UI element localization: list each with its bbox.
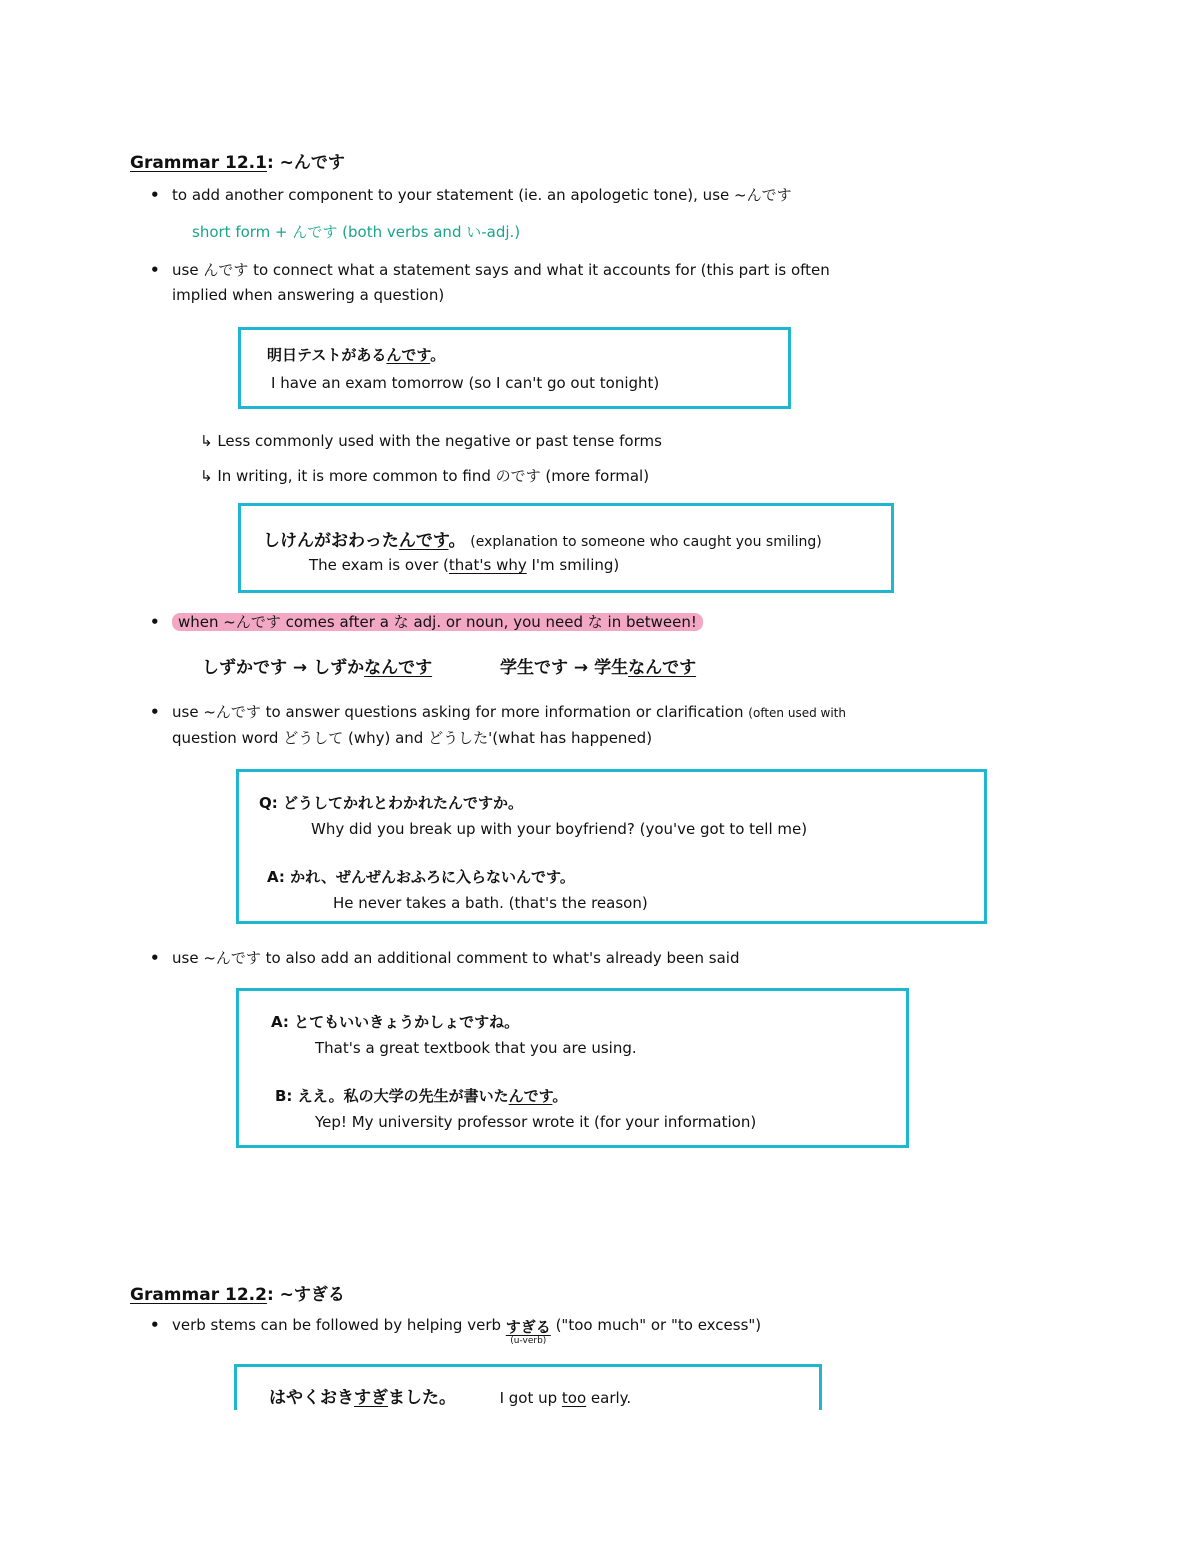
section-heading-12-1 xyxy=(130,148,345,173)
heading-suffix: : ~すぎる xyxy=(266,1285,345,1305)
jp-note: (explanation to someone who caught you smiling) xyxy=(470,534,822,550)
jp-suffix: 。 xyxy=(430,346,446,364)
example-jp xyxy=(267,344,445,365)
heading-label: Grammar 12.1 xyxy=(130,153,267,173)
note-line: ↳ Less commonly used with the negative or past tense forms xyxy=(200,432,662,450)
bullet-item xyxy=(150,701,846,722)
jp-prefix: はやくおき xyxy=(269,1388,354,1408)
bullet-item xyxy=(150,184,792,205)
jp-suffix: 。 xyxy=(448,531,466,551)
example-en: I have an exam tomorrow (so I can't go out tonight) xyxy=(271,374,660,392)
example-prefix: しずかです → しずか xyxy=(202,658,365,678)
bullet-dot-icon: • xyxy=(150,613,160,631)
bullet-continuation: question word どうして (why) and どうした'(what has happened) xyxy=(172,729,653,747)
a-jp: とてもいいきょうかしょですね。 xyxy=(294,1013,520,1031)
example-prefix: 学生です → 学生 xyxy=(500,658,629,678)
bullet-text: use んです to connect what a statement says and what it accounts for (this part is often xyxy=(172,261,830,279)
verb-with-note xyxy=(506,1316,551,1346)
example-na-adj xyxy=(202,653,432,678)
en-prefix: I got up xyxy=(499,1389,562,1407)
example-noun xyxy=(500,653,696,678)
speaker-b-line xyxy=(275,1085,567,1106)
q-label: Q: xyxy=(259,794,278,812)
heading-suffix: : ~んです xyxy=(266,153,345,173)
note-line: ↳ In writing, it is more common to find のです (more formal) xyxy=(200,467,650,485)
en-underlined: that's why xyxy=(448,556,527,574)
bullet-item xyxy=(150,947,739,968)
a-label: A: xyxy=(267,868,285,886)
example-box xyxy=(238,327,791,409)
speaker-a-en: That's a great textbook that you are using. xyxy=(315,1039,637,1057)
example-jp xyxy=(263,526,822,551)
q-jp: どうしてかれとわかれたんですか。 xyxy=(282,794,523,812)
jp-underlined: んです xyxy=(398,531,449,551)
en-suffix: early. xyxy=(586,1389,632,1407)
question-line xyxy=(259,792,523,813)
a-label: A: xyxy=(271,1013,289,1031)
bullet-dot-icon: • xyxy=(150,703,160,721)
jp-underlined: すぎ xyxy=(354,1388,388,1408)
bullet-item xyxy=(150,1316,761,1346)
speaker-b-en: Yep! My university professor wrote it (for your information) xyxy=(315,1113,757,1131)
example-box xyxy=(238,503,894,593)
dialogue-box xyxy=(236,769,987,924)
question-en: Why did you break up with your boyfriend? (you've got to tell me) xyxy=(311,820,808,838)
bullet-item xyxy=(150,259,830,280)
bullet-item xyxy=(150,611,703,632)
bullet-text: use ~んです to answer questions asking for more information or clarification xyxy=(172,703,744,721)
bullet-dot-icon: • xyxy=(150,1316,160,1334)
bullet-dot-icon: • xyxy=(150,261,160,279)
bullet-dot-icon: • xyxy=(150,186,160,204)
b-label: B: xyxy=(275,1087,293,1105)
jp-prefix: しけんがおわった xyxy=(263,531,399,551)
jp-prefix: 明日テストがある xyxy=(267,346,387,364)
example-underlined: なんです xyxy=(364,658,433,678)
speaker-a-line xyxy=(271,1011,519,1032)
bullet-continuation: implied when answering a question) xyxy=(172,286,445,304)
a-jp: かれ、ぜんぜんおふろに入らないんです。 xyxy=(290,868,575,886)
bullet-text: to add another component to your statement (ie. an apologetic tone), use ~んです xyxy=(172,186,792,204)
example-line xyxy=(269,1383,631,1408)
bullet-dot-icon: • xyxy=(150,949,160,967)
b-jp-suffix: 。 xyxy=(552,1087,568,1105)
page-cutoff xyxy=(0,1410,1200,1553)
jp-underlined: んです xyxy=(386,346,431,364)
en-prefix: The exam is over ( xyxy=(309,556,449,574)
highlighted-text: when ~んです comes after a な adj. or noun, you need な in between! xyxy=(172,613,703,631)
verb: すぎる xyxy=(505,1318,551,1336)
formula-text: short form + んです (both verbs and い-adj.) xyxy=(192,223,521,241)
en-suffix: I'm smiling) xyxy=(526,556,620,574)
b-jp-underlined: んです xyxy=(508,1087,553,1105)
answer-line xyxy=(267,866,575,887)
b-jp-prefix: ええ。私の大学の先生が書いた xyxy=(297,1087,509,1105)
bullet-text-prefix: verb stems can be followed by helping verb xyxy=(172,1316,506,1334)
bullet-text: use ~んです to also add an additional comment to what's already been said xyxy=(172,949,740,967)
jp-suffix: ました。 xyxy=(388,1388,456,1408)
dialogue-box xyxy=(236,988,909,1148)
answer-en: He never takes a bath. (that's the reason) xyxy=(333,894,648,912)
bullet-text-suffix: ("too much" or "to excess") xyxy=(550,1316,762,1334)
example-en xyxy=(309,556,619,574)
section-heading-12-2 xyxy=(130,1280,345,1305)
bullet-tail: (often used with xyxy=(748,706,846,720)
en-underlined: too xyxy=(561,1389,587,1407)
verb-note: (u-verb) xyxy=(510,1336,547,1346)
heading-label: Grammar 12.2 xyxy=(130,1285,267,1305)
example-underlined: なんです xyxy=(628,658,697,678)
